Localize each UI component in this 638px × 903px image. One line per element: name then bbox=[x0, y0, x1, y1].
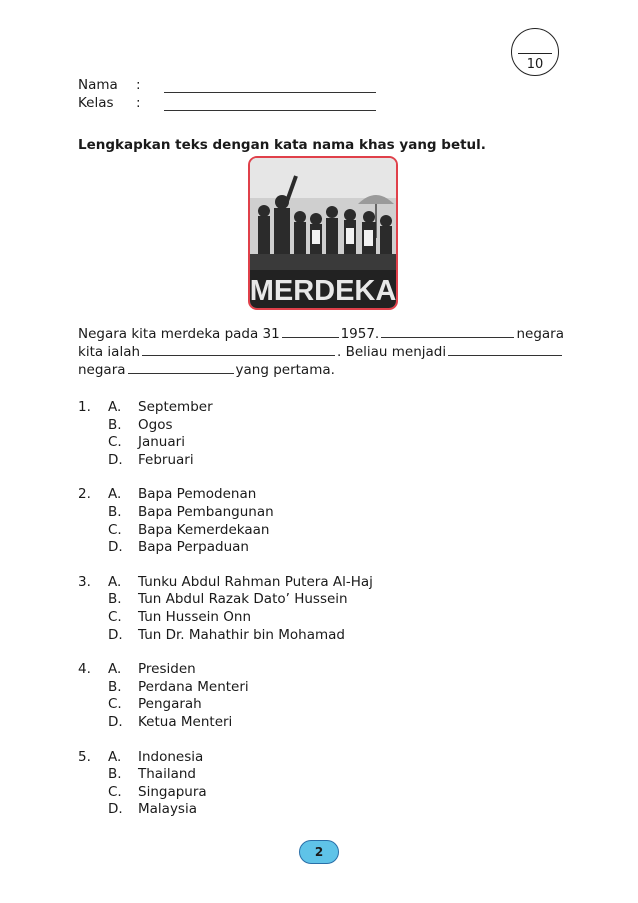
passage-line-3 bbox=[78, 361, 564, 379]
option-letter: A. bbox=[108, 399, 122, 415]
passage-line-2 bbox=[78, 343, 564, 361]
question-number: 3. bbox=[78, 573, 91, 590]
option-letter: D. bbox=[108, 626, 123, 643]
name-row bbox=[78, 75, 376, 93]
passage bbox=[78, 325, 564, 379]
option-text: Bapa Perpaduan bbox=[138, 539, 249, 556]
question-1 bbox=[78, 399, 558, 469]
question-3 bbox=[78, 574, 558, 644]
image-caption: MERDEKA bbox=[250, 275, 396, 307]
passage-text: kita ialah bbox=[78, 344, 141, 360]
option-text: Ogos bbox=[138, 416, 173, 433]
option-item[interactable] bbox=[108, 749, 207, 767]
question-number: 5. bbox=[78, 748, 91, 765]
option-text: Indonesia bbox=[138, 748, 204, 765]
name-colon: : bbox=[136, 77, 141, 93]
option-list bbox=[108, 486, 274, 556]
option-list bbox=[108, 574, 373, 644]
option-item[interactable] bbox=[108, 661, 249, 679]
option-item[interactable] bbox=[108, 609, 373, 627]
blank-country[interactable] bbox=[128, 362, 234, 374]
option-list bbox=[108, 749, 207, 819]
option-letter: B. bbox=[108, 678, 122, 695]
class-field[interactable] bbox=[164, 98, 376, 111]
option-letter: A. bbox=[108, 486, 122, 503]
passage-text: 1957. bbox=[340, 326, 380, 342]
class-label: Kelas bbox=[78, 95, 114, 111]
option-item[interactable] bbox=[108, 504, 274, 522]
question-2 bbox=[78, 486, 558, 556]
option-item[interactable] bbox=[108, 539, 274, 557]
option-letter: A. bbox=[108, 748, 122, 765]
question-number: 1. bbox=[78, 399, 91, 415]
option-item[interactable] bbox=[108, 399, 213, 417]
page-number: 2 bbox=[299, 840, 339, 864]
passage-text: negara bbox=[78, 362, 126, 378]
option-letter: D. bbox=[108, 451, 123, 468]
score-total: 10 bbox=[526, 57, 544, 72]
option-list bbox=[108, 399, 213, 469]
question-5 bbox=[78, 749, 558, 819]
option-item[interactable] bbox=[108, 766, 207, 784]
option-item[interactable] bbox=[108, 679, 249, 697]
option-item[interactable] bbox=[108, 486, 274, 504]
option-text: Singapura bbox=[138, 783, 207, 800]
option-letter: C. bbox=[108, 783, 122, 800]
passage-text: . Beliau menjadi bbox=[337, 344, 447, 360]
question-4 bbox=[78, 661, 558, 731]
blank-person[interactable] bbox=[142, 344, 335, 356]
blank-title[interactable] bbox=[448, 344, 562, 356]
blank-month[interactable] bbox=[282, 326, 339, 338]
score-circle bbox=[511, 28, 559, 76]
option-text: Januari bbox=[138, 434, 185, 451]
option-text: Tun Hussein Onn bbox=[138, 608, 252, 625]
option-letter: B. bbox=[108, 416, 122, 433]
name-label: Nama bbox=[78, 77, 118, 93]
question-number: 2. bbox=[78, 486, 91, 503]
option-text: Tunku Abdul Rahman Putera Al-Haj bbox=[138, 573, 373, 590]
option-item[interactable] bbox=[108, 434, 213, 452]
option-text: Perdana Menteri bbox=[138, 678, 249, 695]
option-letter: B. bbox=[108, 591, 122, 608]
option-text: Bapa Pembangunan bbox=[138, 503, 274, 520]
option-item[interactable] bbox=[108, 452, 213, 470]
option-text: Thailand bbox=[138, 766, 196, 783]
option-letter: C. bbox=[108, 608, 122, 625]
option-text: Ketua Menteri bbox=[138, 713, 233, 730]
option-list bbox=[108, 661, 249, 731]
option-letter: D. bbox=[108, 801, 123, 818]
question-list bbox=[78, 399, 558, 836]
merdeka-photo bbox=[248, 156, 398, 310]
passage-text: negara bbox=[516, 326, 564, 342]
option-text: Presiden bbox=[138, 661, 196, 678]
option-letter: B. bbox=[108, 766, 122, 783]
option-item[interactable] bbox=[108, 784, 207, 802]
option-item[interactable] bbox=[108, 417, 213, 435]
option-letter: C. bbox=[108, 434, 122, 451]
option-text: Bapa Kemerdekaan bbox=[138, 521, 270, 538]
class-row bbox=[78, 93, 376, 111]
passage-line-1 bbox=[78, 325, 564, 343]
name-field[interactable] bbox=[164, 80, 376, 93]
class-colon: : bbox=[136, 95, 141, 111]
option-text: September bbox=[138, 399, 213, 415]
option-letter: B. bbox=[108, 503, 122, 520]
option-item[interactable] bbox=[108, 714, 249, 732]
passage-text: yang pertama. bbox=[235, 362, 335, 378]
option-letter: C. bbox=[108, 696, 122, 713]
option-letter: A. bbox=[108, 661, 122, 678]
option-text: Februari bbox=[138, 451, 194, 468]
option-text: Tun Abdul Razak Dato’ Hussein bbox=[138, 591, 348, 608]
option-item[interactable] bbox=[108, 522, 274, 540]
option-item[interactable] bbox=[108, 591, 373, 609]
option-letter: A. bbox=[108, 573, 122, 590]
passage-text: Negara kita merdeka pada 31 bbox=[78, 326, 280, 342]
option-text: Pengarah bbox=[138, 696, 202, 713]
merdeka-illustration bbox=[250, 158, 396, 308]
question-number: 4. bbox=[78, 661, 91, 678]
option-letter: C. bbox=[108, 521, 122, 538]
option-text: Malaysia bbox=[138, 801, 197, 818]
option-item[interactable] bbox=[108, 574, 373, 592]
instruction-text: Lengkapkan teks dengan kata nama khas yang betul. bbox=[78, 137, 486, 153]
option-item[interactable] bbox=[108, 696, 249, 714]
option-item[interactable] bbox=[108, 801, 207, 819]
option-text: Bapa Pemodenan bbox=[138, 486, 257, 503]
option-letter: D. bbox=[108, 539, 123, 556]
blank-position[interactable] bbox=[381, 326, 514, 338]
score-fraction-line bbox=[518, 53, 552, 54]
option-text: Tun Dr. Mahathir bin Mohamad bbox=[138, 626, 345, 643]
option-letter: D. bbox=[108, 713, 123, 730]
option-item[interactable] bbox=[108, 627, 373, 645]
